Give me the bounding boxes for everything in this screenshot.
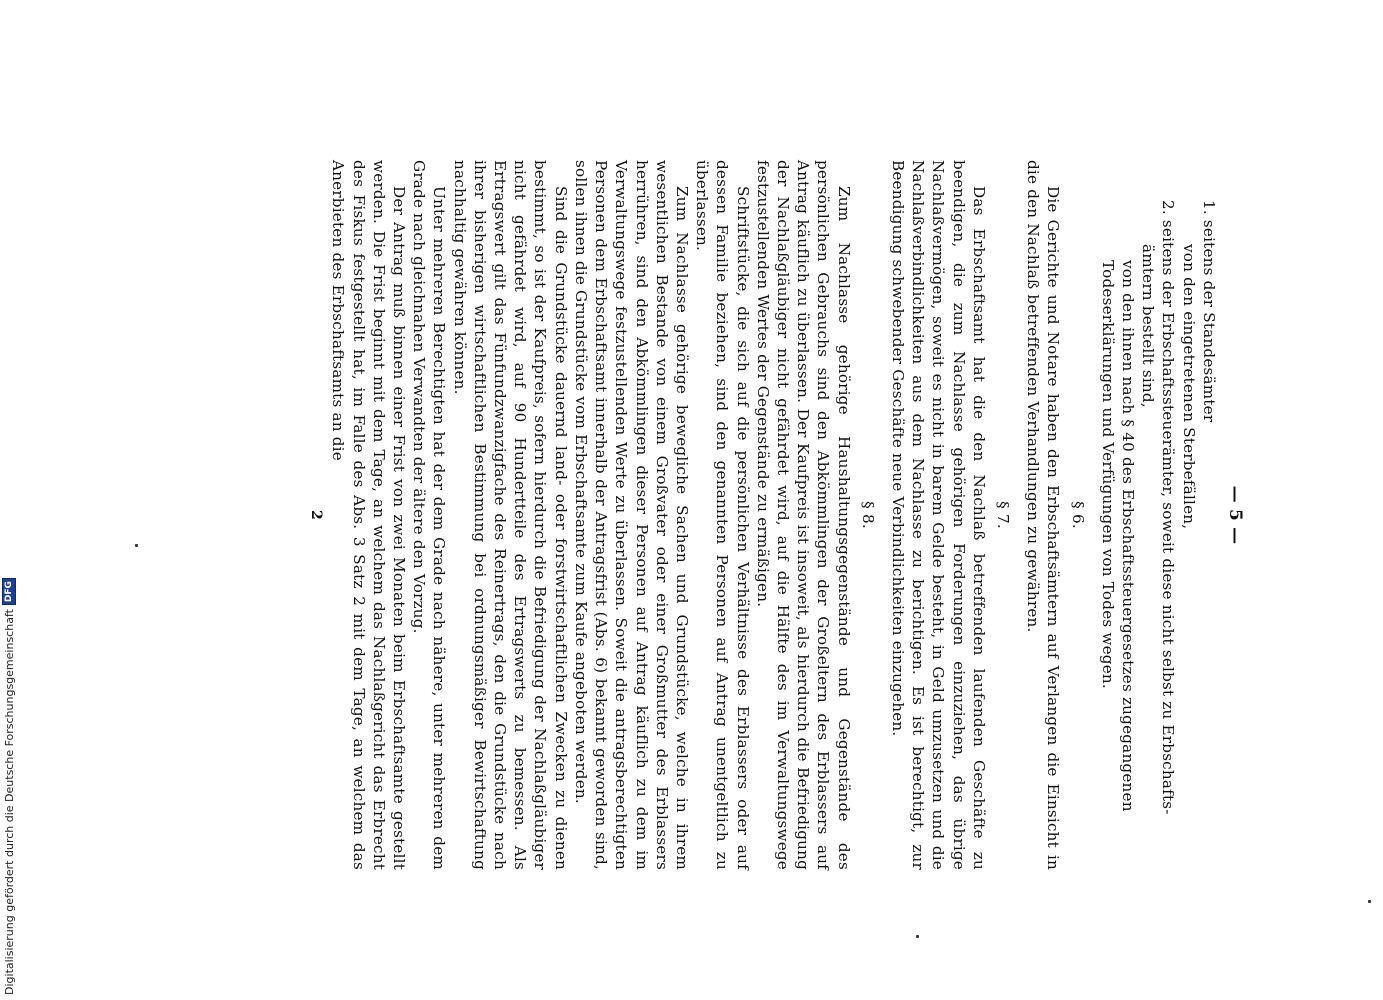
signature-mark: 2 <box>308 510 325 520</box>
section-6 <box>1023 160 1088 870</box>
list-item-2 <box>1098 160 1179 870</box>
scan-speck <box>916 935 919 938</box>
page-text-block <box>155 160 1245 870</box>
paragraph: Sind die Grundstücke dauernd land- oder forstwirtschaftlichen Zwecken zu dienen bestimmt, so ist der Kaufpreis, sofern hierdurch die Befriedigung der Nachlaßgläubiger nicht gefährdet wird, auf 90 Hundertteile des Ertragswerts zu bemessen. Als Ertragswert gilt das Fünfundzwanzigfache des Reinertrags, den die Grundstücke nach ihrer bisherigen wirtschaftlichen Bestimmung bei ordnungsmäßiger Bewirtschaftung nachhaltig gewähren können. <box>450 160 570 870</box>
section-heading: § 7. <box>993 501 1012 529</box>
paragraph: Unter mehreren Berechtigten hat der dem Grade nach nähere, unter mehreren dem Grade nach gleichnahen Verwandten der ältere den Vorzug. <box>410 160 449 870</box>
list-item-1 <box>1178 160 1218 870</box>
list-item-2-tail: ämtern bestellt sind, <box>1139 244 1158 408</box>
dfg-logo-icon: DFG <box>2 578 16 605</box>
credit-text: Digitalisierung gefördert durch die Deutsche Forschungsgemeinschaft <box>2 609 16 995</box>
list-item-2-tail-2: von den ihnen nach § 40 des Erbschaftssteuergesetzes zugegangenen <box>1118 260 1137 812</box>
list-item-2-label: 2. seitens der Erbschaftssteuerämter, soweit diese nicht selbst zu Erbschafts- <box>1159 200 1178 815</box>
scan-speck <box>1368 900 1371 903</box>
list-item-1-tail: von den eingetretenen Sterbefällen, <box>1179 244 1198 530</box>
scan-speck <box>135 544 138 547</box>
digitization-credit <box>2 578 16 995</box>
paragraph: Zum Nachlasse gehörige bewegliche Sachen und Grundstücke, welche in ihrem wesentlichen Bestande von einem Großvater oder einer Großmutter des Erblassers herrühren, sind den Abkömmlingen dieser Personen auf Antrag käuflich zu dem im Verwaltungswege festzustellenden Werte zu überlassen. Soweit die antragsberechtigten Personen dem Erbschaftsamt innerhalb der Antragsfrist (Abs. 6) bekannt geworden sind, sollen ihnen die Grundstücke vom Erbschaftsamte zum Kaufe angeboten werden. <box>571 160 691 870</box>
page-number: — 5 — <box>1225 485 1245 545</box>
section-8 <box>328 160 877 870</box>
paragraph: Die Gerichte und Notare haben den Erbschaftsämtern auf Verlangen die Einsicht in die den Nachlaß betreffenden Verhandlungen zu gewähren. <box>1024 160 1063 870</box>
paragraph: Schriftstücke, die sich auf die persönlichen Verhältnisse des Erblassers oder auf dessen Familie beziehen, sind den genannten Personen auf Antrag unentgeltlich zu überlassen. <box>693 160 752 870</box>
section-heading: § 8. <box>858 501 877 529</box>
paragraph: Das Erbschaftsamt hat die den Nachlaß betreffenden laufenden Geschäfte zu beendigen, die zum Nachlasse gehörigen Forderungen einzuziehen, das übrige Nachlaßvermögen, soweit es nicht in barem Gelde besteht, in Geld umzusetzen und die Nachlaßverbindlichkeiten aus dem Nachlasse zu berichtigen. Es ist berechtigt, zur Beendigung schwebender Geschäfte neue Verbindlichkeiten einzugehen. <box>888 160 988 870</box>
paragraph: Der Antrag muß binnen einer Frist von zwei Monaten beim Erbschaftsamte gestellt werden. Die Frist beginnt mit dem Tage, an welchem das Nachlaßgericht das Erbrecht des Fiskus festgestellt hat, im Falle des Abs. 3 Satz 2 mit dem Tage, an welchem das Anerbieten des Erbschaftsamts an die <box>329 160 409 870</box>
list-item-2-tail-3: Todeserklärungen und Verfügungen von Todes wegen. <box>1098 260 1117 689</box>
list-item-1-label: 1. seitens der Standesämter <box>1199 200 1218 423</box>
section-7 <box>888 160 1013 870</box>
section-heading: § 6. <box>1068 501 1087 529</box>
paragraph: Zum Nachlasse gehörige Haushaltungsgegenstände und Gegenstände des persönlichen Gebrauchs sind den Abkömmlingen der Großeltern des Erblassers auf Antrag käuflich zu überlassen. Der Kaufpreis ist insoweit, als hierdurch die Befriedigung der Nachlaßgläubiger nicht gefährdet wird, auf die Hälfte des im Verwaltungswege festzustellenden Wertes der Gegenstände zu ermäßigen. <box>753 160 853 870</box>
